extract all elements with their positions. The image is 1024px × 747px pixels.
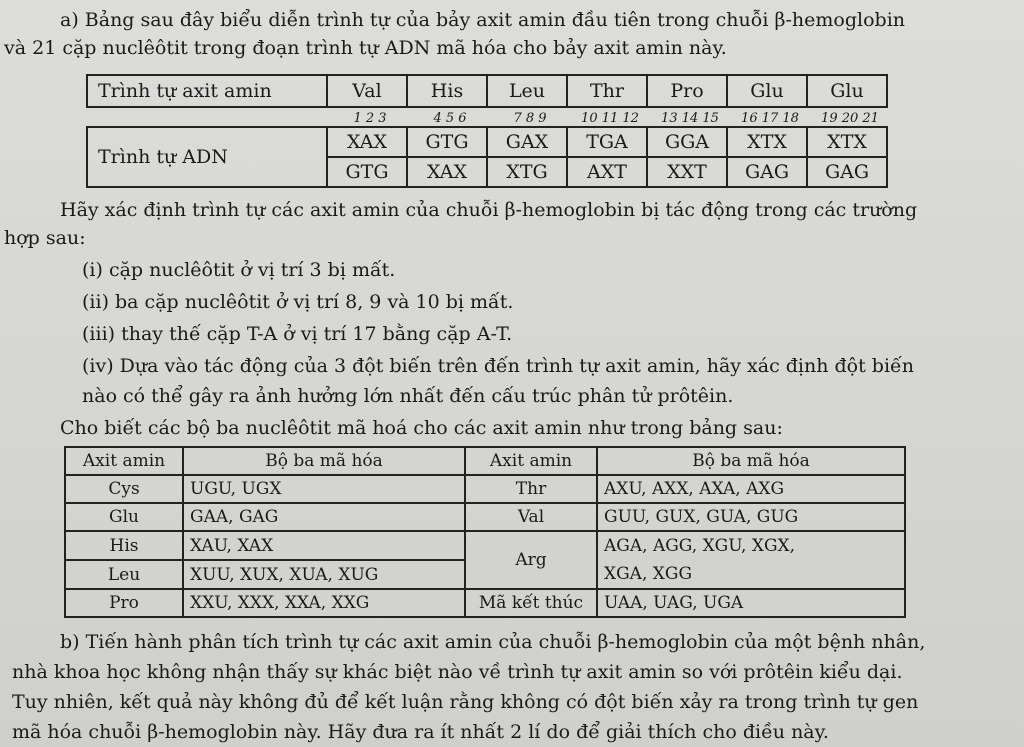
item-i: (i) cặp nuclêôtit ở vị trí 3 bị mất. — [82, 259, 396, 281]
aa-arg: Arg — [465, 531, 597, 589]
intro-line-2: và 21 cặp nuclêôtit trong đoạn trình tự ADN mã hóa cho bảy axit amin này. — [4, 37, 727, 59]
part-b-line-2: nhà khoa học không nhận thấy sự khác biệt nào về trình tự axit amin so với prôtêin kiểu dại. — [12, 661, 903, 683]
amino-acid-row-label: Trình tự axit amin — [87, 75, 327, 107]
codons-arg-line-2: XGA, XGG — [604, 564, 693, 584]
header-codons-right: Bộ ba mã hóa — [597, 447, 905, 475]
aa-cys: Cys — [65, 475, 183, 503]
header-amino-acid-left: Axit amin — [65, 447, 183, 475]
intro-line-1: a) Bảng sau đây biểu diễn trình tự của bảy axit amin đầu tiên trong chuỗi β-hemoglobin — [60, 9, 906, 31]
amino-acid-cell: His — [407, 75, 487, 107]
aa-his: His — [65, 531, 183, 560]
amino-acid-cell: Thr — [567, 75, 647, 107]
item-ii: (ii) ba cặp nuclêôtit ở vị trí 8, 9 và 10 bị mất. — [82, 291, 514, 313]
position-label: 7 8 9 — [513, 111, 547, 126]
dna-row-label: Trình tự ADN — [87, 127, 327, 187]
codons-arg-line-1: AGA, AGG, XGU, XGX, — [604, 536, 796, 556]
aa-stop: Mã kết thúc — [465, 589, 597, 617]
dna-top-cell: XAX — [327, 127, 407, 157]
header-codons-left: Bộ ba mã hóa — [183, 447, 465, 475]
aa-glu: Glu — [65, 503, 183, 531]
dna-bottom-cell: GTG — [327, 157, 407, 187]
aa-pro: Pro — [65, 589, 183, 617]
aa-val: Val — [465, 503, 597, 531]
codon-intro: Cho biết các bộ ba nuclêôtit mã hoá cho các axit amin như trong bảng sau: — [60, 417, 783, 439]
codon-table — [64, 446, 906, 618]
amino-acid-cell: Glu — [727, 75, 807, 107]
codons-stop: UAA, UAG, UGA — [597, 589, 905, 617]
part-b-line-1: b) Tiến hành phân tích trình tự các axit amin của chuỗi β-hemoglobin của một bệnh nhân, — [60, 631, 926, 653]
dna-top-cell: GAX — [487, 127, 567, 157]
position-label: 19 20 21 — [821, 111, 879, 126]
dna-bottom-cell: GAG — [727, 157, 807, 187]
part-b-line-4: mã hóa chuỗi β-hemoglobin này. Hãy đưa ra ít nhất 2 lí do để giải thích cho điều này. — [12, 721, 829, 743]
aa-leu: Leu — [65, 560, 183, 589]
position-numbers — [330, 111, 890, 126]
dna-bottom-cell: XAX — [407, 157, 487, 187]
codons-cys: UGU, UGX — [183, 475, 465, 503]
codons-glu: GAA, GAG — [183, 503, 465, 531]
amino-acid-cell: Leu — [487, 75, 567, 107]
item-iv-line-2: nào có thể gây ra ảnh hưởng lớn nhất đến cấu trúc phân tử prôtêin. — [82, 385, 734, 407]
part-b-line-3: Tuy nhiên, kết quả này không đủ để kết luận rằng không có đột biến xảy ra trong trình tự gen — [12, 691, 919, 713]
codons-arg — [597, 531, 905, 589]
dna-top-cell: XTX — [727, 127, 807, 157]
amino-acid-cell: Val — [327, 75, 407, 107]
codons-his: XAU, XAX — [183, 531, 465, 560]
codons-thr: AXU, AXX, AXA, AXG — [597, 475, 905, 503]
codons-pro: XXU, XXX, XXA, XXG — [183, 589, 465, 617]
dna-bottom-cell: AXT — [567, 157, 647, 187]
amino-acid-cell: Pro — [647, 75, 727, 107]
amino-acid-cell: Glu — [807, 75, 887, 107]
dna-bottom-cell: XTG — [487, 157, 567, 187]
item-iii: (iii) thay thế cặp T-A ở vị trí 17 bằng cặp A-T. — [82, 323, 513, 345]
position-label: 10 11 12 — [581, 111, 639, 126]
dna-top-cell: GTG — [407, 127, 487, 157]
sequence-table — [86, 74, 888, 108]
dna-bottom-cell: XXT — [647, 157, 727, 187]
aa-thr: Thr — [465, 475, 597, 503]
dna-table — [86, 126, 888, 188]
position-label: 13 14 15 — [661, 111, 719, 126]
header-amino-acid-right: Axit amin — [465, 447, 597, 475]
position-label: 1 2 3 — [353, 111, 387, 126]
dna-top-cell: XTX — [807, 127, 887, 157]
position-label: 16 17 18 — [741, 111, 799, 126]
codons-val: GUU, GUX, GUA, GUG — [597, 503, 905, 531]
dna-top-cell: GGA — [647, 127, 727, 157]
item-iv-line-1: (iv) Dựa vào tác động của 3 đột biến trên đến trình tự axit amin, hãy xác định đột biến — [82, 355, 914, 377]
position-label: 4 5 6 — [433, 111, 467, 126]
dna-bottom-cell: GAG — [807, 157, 887, 187]
question-line-2: hợp sau: — [4, 227, 86, 249]
question-line-1: Hãy xác định trình tự các axit amin của chuỗi β-hemoglobin bị tác động trong các trường — [60, 199, 918, 221]
dna-top-cell: TGA — [567, 127, 647, 157]
codons-leu: XUU, XUX, XUA, XUG — [183, 560, 465, 589]
